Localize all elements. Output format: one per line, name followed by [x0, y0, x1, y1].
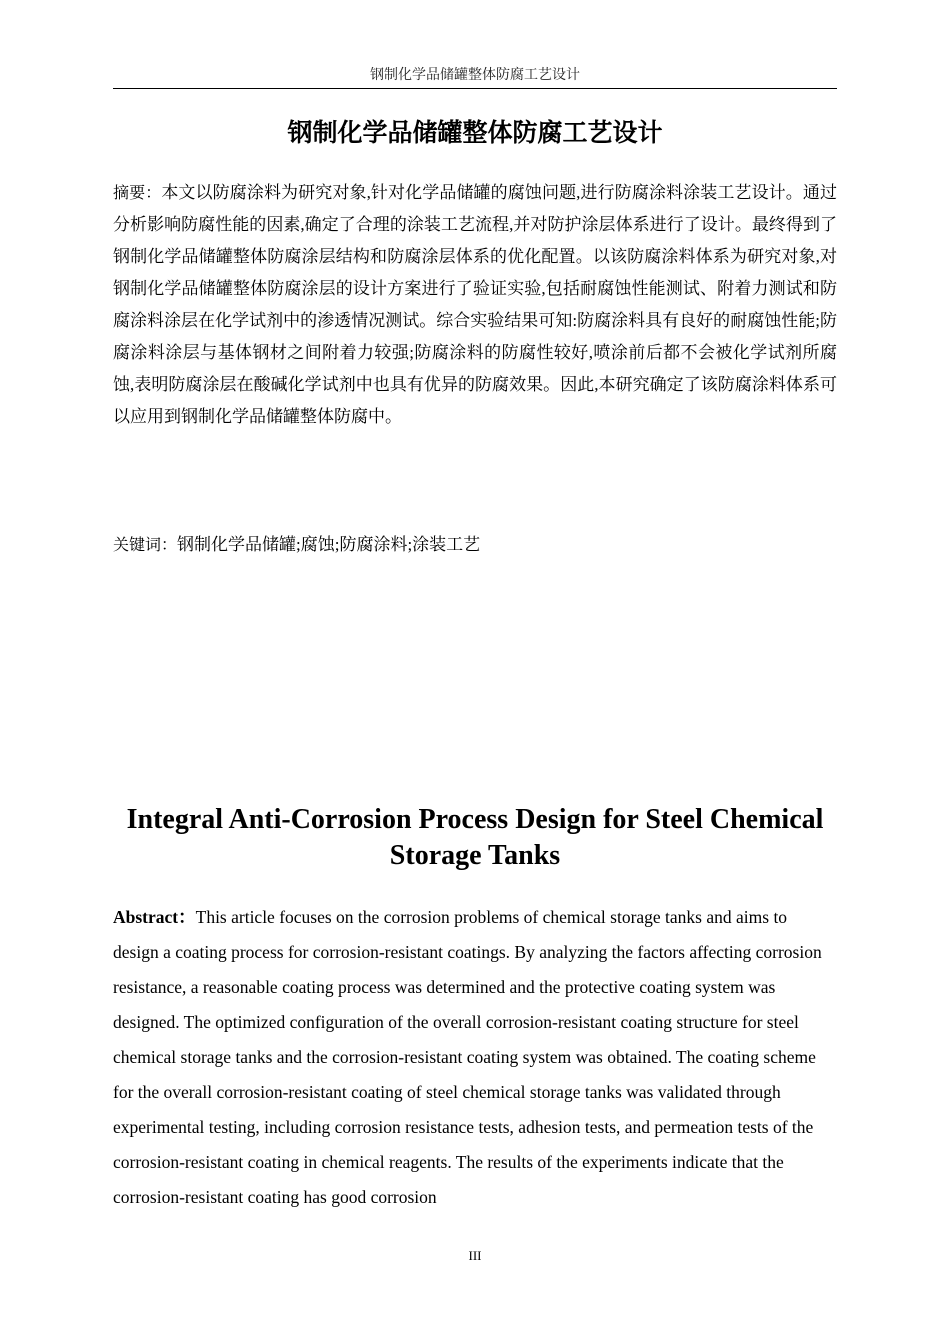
header-rule	[113, 88, 837, 89]
english-abstract-label: Abstract：	[113, 907, 196, 927]
chinese-abstract-text: 本文以防腐涂料为研究对象,针对化学品储罐的腐蚀问题,进行防腐涂料涂装工艺设计。通过分析影响防腐性能的因素,确定了合理的涂装工艺流程,并对防护涂层体系进行了设计。最终得到了钢制化学品储罐整体防腐涂层结构和防腐涂层体系的优化配置。以该防腐涂料体系为研究对象,对钢制化学品储罐整体防腐涂层的设计方案进行了验证实验,包括耐腐蚀性能测试、附着力测试和防腐涂料涂层在化学试剂中的渗透情况测试。综合实验结果可知:防腐涂料具有良好的耐腐蚀性能;防腐涂料涂层与基体钢材之间附着力较强;防腐涂料的防腐性较好,喷涂前后都不会被化学试剂所腐蚀,表明防腐涂层在酸碱化学试剂中也具有优异的防腐效果。因此,本研究确定了该防腐涂料体系可以应用到钢制化学品储罐整体防腐中。	[113, 183, 837, 426]
chinese-abstract-label: 摘要：	[113, 183, 162, 202]
page-number: III	[468, 1248, 482, 1263]
english-abstract-text: This article focuses on the corrosion problems of chemical storage tanks and aims to design a coating process for corrosion-resistant coatings. By analyzing the factors affecting corrosion resistance, a reasonable coating process was determined and the protective coating system was designed. The optimized configuration of the overall corrosion-resistant coating structure for steel chemical storage tanks and the corrosion-resistant coating system was obtained. The coating scheme for the overall corrosion-resistant coating of steel chemical storage tanks was validated through experimental testing, including corrosion resistance tests, adhesion tests, and permeation tests of the corrosion-resistant coating in chemical reagents. The results of the experiments indicate that the corrosion-resistant coating has good corrosion	[113, 907, 822, 1207]
chinese-title: 钢制化学品储罐整体防腐工艺设计	[287, 118, 663, 147]
chinese-keywords-text: 钢制化学品储罐;腐蚀;防腐涂料;涂装工艺	[177, 535, 481, 554]
chinese-keywords-label: 关键词：	[113, 535, 178, 554]
document-page	[113, 0, 837, 1344]
chinese-keywords	[113, 531, 837, 559]
english-abstract	[113, 900, 837, 1215]
chinese-abstract	[113, 177, 837, 433]
english-title: Integral Anti-Corrosion Process Design for Steel Chemical Storage Tanks	[126, 804, 824, 871]
running-header: 钢制化学品储罐整体防腐工艺设计	[370, 68, 580, 83]
